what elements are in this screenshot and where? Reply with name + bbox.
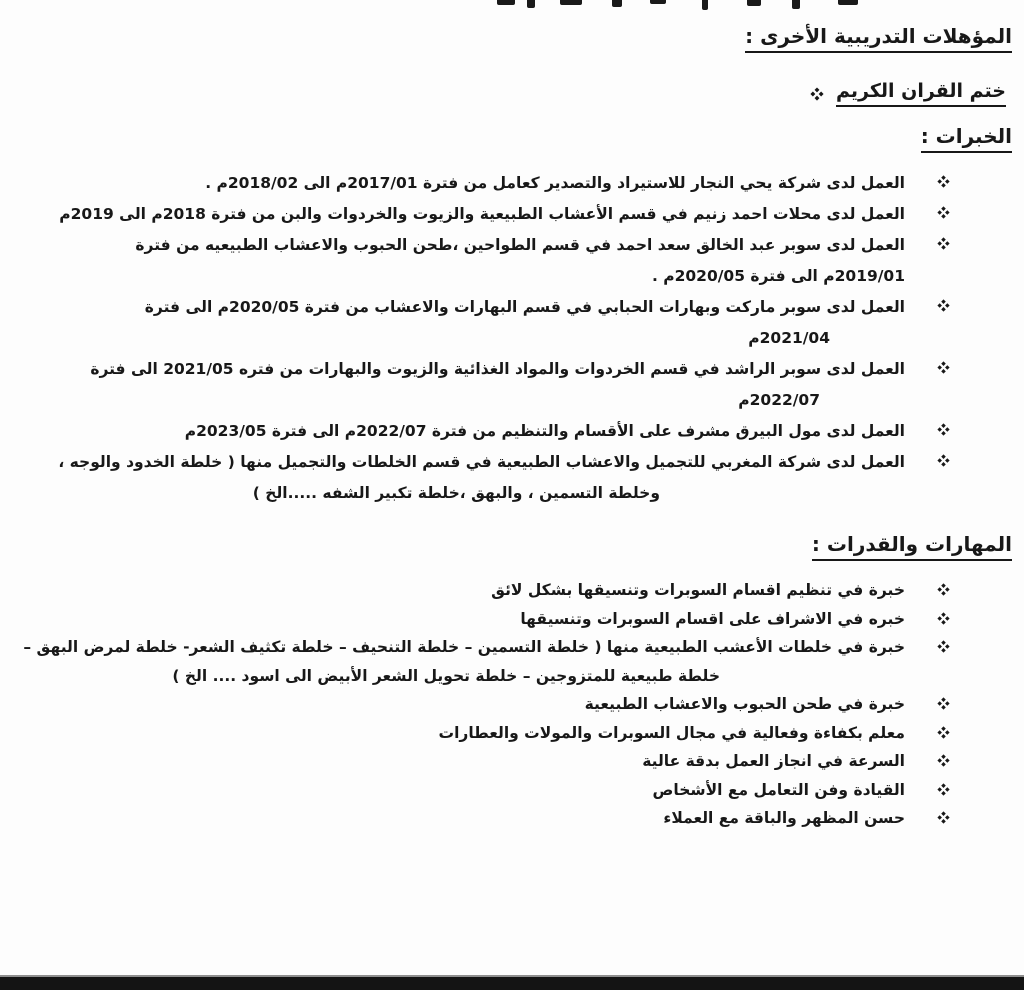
- list-line: [0, 637, 1024, 666]
- experience-item: [0, 358, 1024, 420]
- skill-text: خبرة في خلطات الأعشب الطبيعية منها ( خلطة التسمين – خلطة التنحيف – خلطة تكثيف الشعر- خلطة لمرض البهق –: [23, 638, 905, 656]
- heading-text: الخبرات :: [921, 124, 1012, 153]
- four-diamond-bullet-icon: [905, 694, 950, 710]
- four-diamond-bullet-icon: [905, 203, 950, 219]
- list-line: [0, 751, 1024, 780]
- experience-item: [0, 172, 1024, 203]
- four-diamond-bullet-icon: [905, 808, 950, 824]
- text-fragment: [838, 0, 858, 5]
- experience-text-continuation: 2021/04م: [748, 329, 830, 347]
- skill-item: [0, 694, 1024, 723]
- four-diamond-bullet-icon: [905, 723, 950, 739]
- text-fragment: [792, 0, 800, 9]
- list-line: [0, 420, 1024, 451]
- cropped-text-fragments: [0, 0, 1024, 14]
- experience-text: العمل لدى شركة يحي النجار للاستيراد والتصدير كعامل من فترة 2017/01م الى 2018/02م .: [205, 174, 905, 192]
- four-diamond-bullet-icon: [905, 358, 950, 374]
- experience-item: [0, 234, 1024, 296]
- experience-text: العمل لدى سوبر الراشد في قسم الخردوات والمواد الغذائية والزيوت والبهارات من فتره 2021/05 الى فترة: [90, 360, 905, 378]
- four-diamond-bullet-icon: [905, 172, 950, 188]
- text-fragment: [560, 0, 582, 5]
- heading-text: المهارات والقدرات :: [812, 532, 1012, 561]
- four-diamond-bullet-icon: [810, 87, 824, 101]
- skills-list: [0, 580, 1024, 837]
- four-diamond-bullet-icon: [905, 451, 950, 467]
- list-line: [0, 808, 1024, 837]
- heading-text: المؤهلات التدريبية الأخرى :: [745, 24, 1012, 53]
- experience-text: العمل لدى سوبر عبد الخالق سعد احمد في قسم الطواحين ،طحن الحبوب والاعشاب الطبيعيه من فترة: [135, 236, 905, 254]
- skill-text: السرعة في انجاز العمل بدقة عالية: [642, 752, 905, 770]
- list-line: [0, 296, 1024, 327]
- four-diamond-bullet-icon: [905, 637, 950, 653]
- list-line: [0, 234, 1024, 265]
- list-line: [0, 694, 1024, 723]
- skill-text: حسن المظهر والباقة مع العملاء: [663, 809, 905, 827]
- list-line: [0, 451, 1024, 482]
- experience-item: [0, 420, 1024, 451]
- skill-text: خبره في الاشراف على اقسام السوبرات وتنسيقها: [520, 609, 905, 628]
- skill-item: [0, 637, 1024, 694]
- list-line: [0, 172, 1024, 203]
- skill-text: خبرة في طحن الحبوب والاعشاب الطبيعية: [584, 695, 905, 713]
- section-heading-other-training: [745, 24, 1012, 48]
- text-fragment: [612, 0, 622, 7]
- training-item-text: ختم القران الكريم: [836, 80, 1006, 107]
- four-diamond-bullet-icon: [905, 780, 950, 796]
- skill-item: [0, 609, 1024, 638]
- four-diamond-bullet-icon: [905, 580, 950, 596]
- skill-item: [0, 723, 1024, 752]
- list-line: [0, 780, 1024, 809]
- experience-text: العمل لدى مول البيرق مشرف على الأقسام والتنظيم من فترة 2022/07م الى فترة 2023/05م: [184, 422, 905, 440]
- list-line: [0, 580, 1024, 609]
- four-diamond-bullet-icon: [905, 234, 950, 250]
- text-fragment: [650, 0, 666, 4]
- list-line: [0, 723, 1024, 752]
- experience-text-continuation: 2019/01م الى فترة 2020/05م .: [651, 267, 905, 285]
- skill-text: خبرة في تنظيم اقسام السوبرات وتنسيقها بشكل لائق: [491, 581, 905, 599]
- text-fragment: [497, 0, 515, 5]
- list-line: [0, 203, 1024, 234]
- skill-item: [0, 780, 1024, 809]
- list-line: [0, 358, 1024, 389]
- text-fragment: [527, 0, 535, 8]
- four-diamond-bullet-icon: [905, 751, 950, 767]
- four-diamond-bullet-icon: [905, 609, 950, 625]
- skill-item: [0, 808, 1024, 837]
- skill-text: معلم بكفاءة وفعالية في مجال السوبرات والمولات والعطارات: [438, 723, 905, 742]
- experience-text: العمل لدى محلات احمد زنيم في قسم الأعشاب الطبيعية والزيوت والخردوات والبن من فترة 2018م الى 2019م: [59, 205, 905, 223]
- skill-item: [0, 580, 1024, 609]
- four-diamond-bullet-icon: [905, 420, 950, 436]
- four-diamond-bullet-icon: [905, 296, 950, 312]
- skill-item: [0, 751, 1024, 780]
- scan-bottom-bar: [0, 975, 1024, 990]
- list-line: [0, 609, 1024, 638]
- section-heading-skills: [812, 532, 1012, 556]
- text-fragment: [747, 0, 761, 6]
- experience-list: [0, 172, 1024, 513]
- skill-text-continuation: خلطة طبيعية للمتزوجين – خلطة تحويل الشعر الأبيض الى اسود .... الخ ): [172, 666, 720, 685]
- experience-item: [0, 203, 1024, 234]
- experience-text: العمل لدى سوبر ماركت وبهارات الحبابي في قسم البهارات والاعشاب من فترة 2020/05م الى فترة: [144, 298, 905, 316]
- skill-text: القيادة وفن التعامل مع الأشخاص: [652, 780, 905, 799]
- section-heading-experience: [921, 124, 1012, 148]
- experience-text-continuation: وخلطة التسمين ، والبهق ،خلطة تكبير الشفه .....الخ ): [252, 484, 660, 502]
- experience-text: العمل لدى شركة المغربي للتجميل والاعشاب الطبيعية في قسم الخلطات والتجميل منها ( خلطة الخدود والوجه ،: [58, 453, 905, 471]
- experience-text-continuation: 2022/07م: [738, 391, 820, 409]
- experience-item: [0, 296, 1024, 358]
- training-item-quran: [810, 80, 1006, 107]
- text-fragment: [702, 0, 708, 10]
- experience-item: [0, 451, 1024, 513]
